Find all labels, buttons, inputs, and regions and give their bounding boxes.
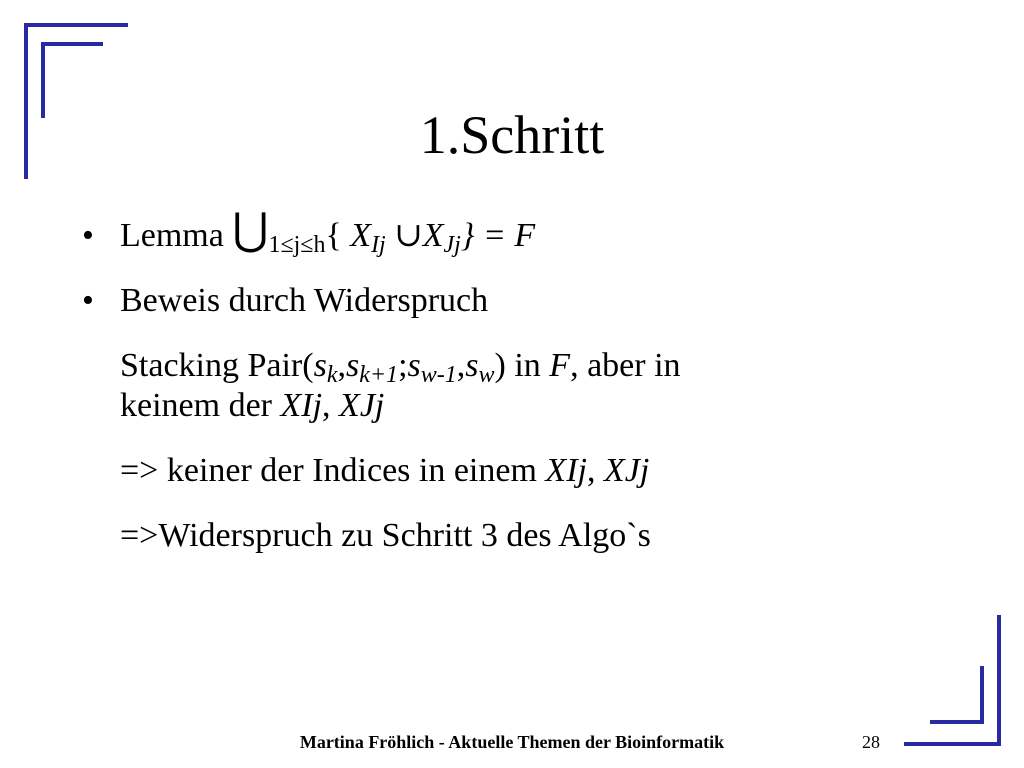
corner-bracket-top-left-outer bbox=[24, 23, 128, 27]
bullet-lemma bbox=[80, 205, 880, 258]
page-number: 28 bbox=[862, 732, 880, 752]
set-xjj: XJj bbox=[339, 387, 385, 424]
semicolon: ; bbox=[398, 347, 408, 384]
indices-prefix: => keiner der Indices in einem bbox=[120, 452, 546, 489]
separator: , bbox=[586, 452, 604, 489]
comma: , bbox=[337, 347, 346, 384]
s-k-subscript: k bbox=[326, 362, 338, 388]
corner-bracket-top-left-inner bbox=[41, 42, 103, 46]
aber-in-text: , aber in bbox=[570, 347, 681, 384]
s-k1: s bbox=[345, 347, 360, 384]
bullet-marker: • bbox=[82, 217, 94, 254]
set-xjj: XJj bbox=[603, 452, 650, 489]
set-xij: XIj bbox=[545, 452, 587, 489]
set-x-jj: X bbox=[422, 217, 444, 254]
set-x-ij: X bbox=[350, 217, 372, 254]
set-xij: XIj bbox=[280, 387, 323, 424]
s-w: s bbox=[465, 347, 479, 384]
bullet-marker: • bbox=[82, 282, 94, 319]
slide-title: 1.Schritt bbox=[419, 105, 605, 165]
corner-bracket-bottom-right-inner bbox=[930, 720, 984, 724]
close-brace-equals: } = bbox=[460, 217, 515, 254]
open-brace: { bbox=[325, 217, 351, 254]
set-x-jj-subscript: Jj bbox=[443, 232, 461, 258]
s-w-subscript: w bbox=[478, 362, 495, 388]
proof-text: Beweis durch Widerspruch bbox=[120, 282, 489, 319]
set-f: F bbox=[549, 347, 571, 384]
comma: , bbox=[456, 347, 466, 384]
s-w1: s bbox=[407, 347, 421, 384]
set-x-ij-subscript: Ij bbox=[371, 232, 386, 258]
corner-bracket-bottom-right-inner bbox=[980, 666, 984, 724]
set-f: F bbox=[514, 217, 536, 254]
bullet-proof bbox=[80, 281, 880, 321]
cup-symbol: ∪ bbox=[385, 217, 423, 254]
contradiction-line: =>Widerspruch zu Schritt 3 des Algo`s bbox=[120, 517, 651, 554]
union-symbol: ⋃ bbox=[232, 205, 269, 254]
s-w1-subscript: w-1 bbox=[420, 362, 457, 388]
stacking-prefix: Stacking Pair( bbox=[120, 347, 314, 384]
s-k1-subscript: k+1 bbox=[359, 362, 399, 388]
indices-line bbox=[80, 451, 880, 491]
separator: , bbox=[322, 387, 340, 424]
lemma-label: Lemma bbox=[120, 217, 233, 254]
slide-content bbox=[80, 205, 880, 581]
footer-author-course: Martina Fröhlich - Aktuelle Themen der Bioinformatik bbox=[299, 732, 725, 752]
keinem-der-text: keinem der bbox=[120, 387, 281, 424]
stacking-pair-paragraph bbox=[80, 346, 880, 426]
in-text: ) in bbox=[494, 347, 550, 384]
corner-bracket-bottom-right-outer bbox=[997, 615, 1001, 746]
union-index: 1≤j≤h bbox=[268, 232, 326, 258]
s-k: s bbox=[313, 347, 327, 384]
